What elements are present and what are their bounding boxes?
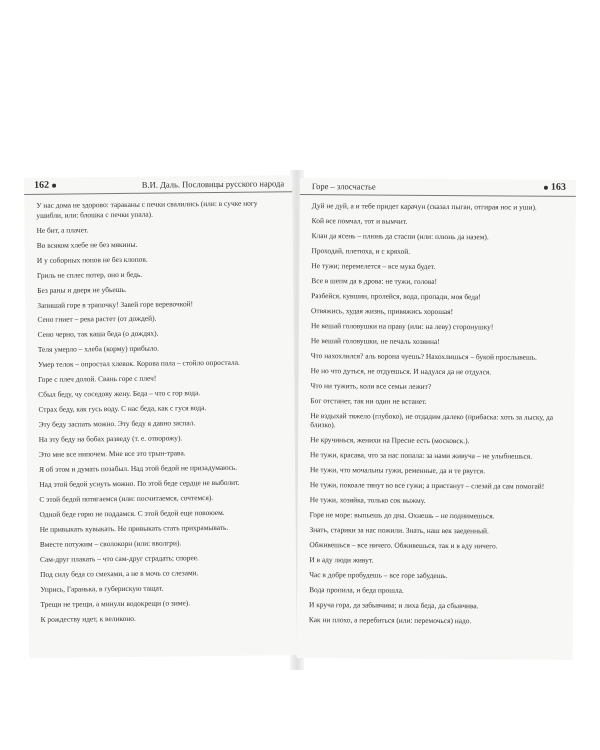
- proverb-line: Это мне все нипочем. Мне все это трын-трава.: [38, 448, 186, 460]
- proverb-line: Отвяжись, худая жизнь, привяжись хорошая!: [311, 305, 454, 316]
- left-page-text: [24, 192, 296, 625]
- proverb-line: Под силу беда со смехами, а не в мочь со слезами.: [40, 568, 199, 580]
- proverb-line: Я об этом и думать позабыл. Над этой бедой не призадумаюсь.: [39, 463, 238, 475]
- proverb-line: Без раны и дверя не убьешь.: [37, 284, 127, 295]
- bullet-icon: [544, 185, 548, 189]
- proverb-line: Страх беду, как гусь воду. С нас беда, как с гуся вода.: [38, 403, 207, 415]
- proverb-line: Кой все помчал, тот и вымчит.: [311, 216, 408, 226]
- left-page-number: 162: [34, 178, 59, 194]
- proverb-line: Знать, старики за нас пожили. Знать, наш век заеденный.: [309, 525, 489, 536]
- right-running-head: Горе – злосчастье: [311, 181, 376, 192]
- proverb-line: Не тужи, что мочальны гужи, ременные, да и те рвутся.: [309, 465, 486, 476]
- proverb-line: Как ни плохо, а перебиться (или: перемочься) надо.: [308, 615, 472, 626]
- proverb-line: Трещи не трещи, а минули водокрещи (о зиме).: [40, 598, 191, 610]
- proverb-line: Запишай горе в трапочку! Завей горе веревочкой!: [37, 298, 194, 310]
- proverb-line: Вода пропила, и беда прошла.: [309, 585, 404, 595]
- proverb-line: У нас дома не здорово: тараканы с печки свалились (или: в сучке ногу ушибли, или: блошка с печки упала).: [36, 198, 258, 220]
- proverb-line: Эту беду заспать можно. Эту беду я давно заспал.: [38, 418, 196, 430]
- right-page: [297, 178, 576, 660]
- proverb-line: Не вешай головушки на праву (или: на леву) сторонушку!: [310, 320, 494, 332]
- proverb-line: С этой бедой потягаемся (или: посчитаемся, сочтемся).: [39, 493, 214, 505]
- proverb-line: Не тужи, красава, что за нас попала: за нами живуча – не улыбнешься.: [310, 450, 533, 461]
- left-page: [24, 175, 297, 658]
- proverb-line: Проходай, плетюха, и с кряхой.: [311, 246, 411, 256]
- proverb-line: Не но что дуться, не отдуешься. И надулся да не отдулся.: [310, 365, 492, 377]
- proverb-line: Сам-друг плакать – что сам-друг страдать; спорее.: [39, 553, 199, 565]
- proverb-line: Гриль не сплес потер, оно и бедь.: [36, 269, 143, 280]
- proverb-line: Не вешай головушки, не печаль хозяина!: [310, 335, 440, 346]
- proverb-line: Что ни тужить, коли все семьи лежит?: [310, 380, 432, 391]
- proverb-line: Не тужи, хозяйка, только сок выжму.: [309, 495, 426, 506]
- right-page-text: [297, 195, 576, 627]
- proverb-line: Горе не море: выпьешь до дна. Охнешь – не поднимешься.: [309, 510, 495, 521]
- proverb-line: Вместе потужим – сволокорн (или: вволгри).: [39, 538, 182, 550]
- proverb-line: Во всяком хлебе не без мякины.: [36, 239, 138, 250]
- proverb-line: Бог отстанет, так ни один не встанет.: [310, 395, 427, 406]
- proverb-line: Теля умерло – хлеба (корму) прибыло.: [37, 344, 159, 355]
- proverb-line: Не бит, а плачет.: [36, 224, 89, 235]
- proverb-line: Клан да ясень – плюнь да стаспи (или: плюнь да назем).: [311, 231, 489, 242]
- proverb-line: На эту беду на бобах разведу (т. е. отворожу).: [38, 433, 183, 445]
- proverb-line: Час в добре пробудешь – все горе забудешь.: [309, 570, 448, 581]
- right-page-header: [300, 178, 576, 197]
- proverb-line: Все в шепм да в дрова: не тужи, голова!: [311, 276, 438, 286]
- proverb-line: Что нахохлился? аль ворона чуешь? Нахохлишься – букой прослывешь.: [310, 350, 537, 362]
- proverb-line: Горе с плеч долой. Свань горе с плеч!: [38, 374, 157, 385]
- right-page-number: 163: [541, 180, 566, 196]
- proverb-line: Над этой бедой уснуть можно. По этой беде сердце не выболит.: [39, 478, 240, 490]
- proverb-line: Обживешься – все ничего. Обживешься, так и в аду ничего.: [309, 540, 498, 551]
- proverb-line: Разбейся, кувшин, пролейся, вода, пропади, моя беда!: [311, 290, 481, 302]
- proverb-line: Дуй не дуй, а и тебе придет карачун (сказал пыган, отгирая нос и уши).: [311, 201, 537, 212]
- proverb-line: И в аду люди живут.: [309, 555, 374, 565]
- proverb-line: Не кручинься, женихи на Пресне есть (московск.).: [310, 435, 470, 446]
- left-page-header: [24, 175, 292, 195]
- proverb-line: Упрись, Гаранька, в губерискую тащат.: [40, 583, 164, 595]
- proverb-line: Одной беде горю не поддамся. С этой бедой еще повоюем.: [39, 508, 225, 520]
- proverb-line: Сено гниет – река растет (от дождей).: [37, 314, 157, 325]
- proverb-line: Не привыкать кувыкать. Не привыкать стать прихрамывать.: [39, 523, 229, 535]
- proverb-line: Умер телок – опростал хлевок. Корова пала – стойло опростала.: [37, 358, 240, 370]
- bullet-icon: [52, 183, 56, 187]
- proverb-line: Не тужи; перемелется – все мука будет.: [311, 261, 436, 271]
- proverb-line: Не вздыхай тяжело (глубоко), не отдадим далеко (прибаска: хоть за лыску, да близко).: [310, 410, 554, 430]
- proverb-line: И у соборных попов не без клопов.: [36, 254, 148, 265]
- left-running-head: В.И. Даль. Пословицы русского народа: [141, 178, 285, 190]
- proverb-line: Сбыл беду, чу соседову жену. Беда – что с гор вода.: [38, 388, 201, 400]
- proverb-line: Не тужи, покоале тянут во все гужи; а пристанут – слезай да сам помогай!: [309, 480, 545, 492]
- proverb-line: К рождеству идет, к великоно.: [40, 614, 136, 625]
- proverb-line: И круча гора, да забывчива; и лиха беда, да сбывчива.: [308, 600, 479, 611]
- proverb-line: Сено черно, так каша беда (о дождях).: [37, 329, 159, 340]
